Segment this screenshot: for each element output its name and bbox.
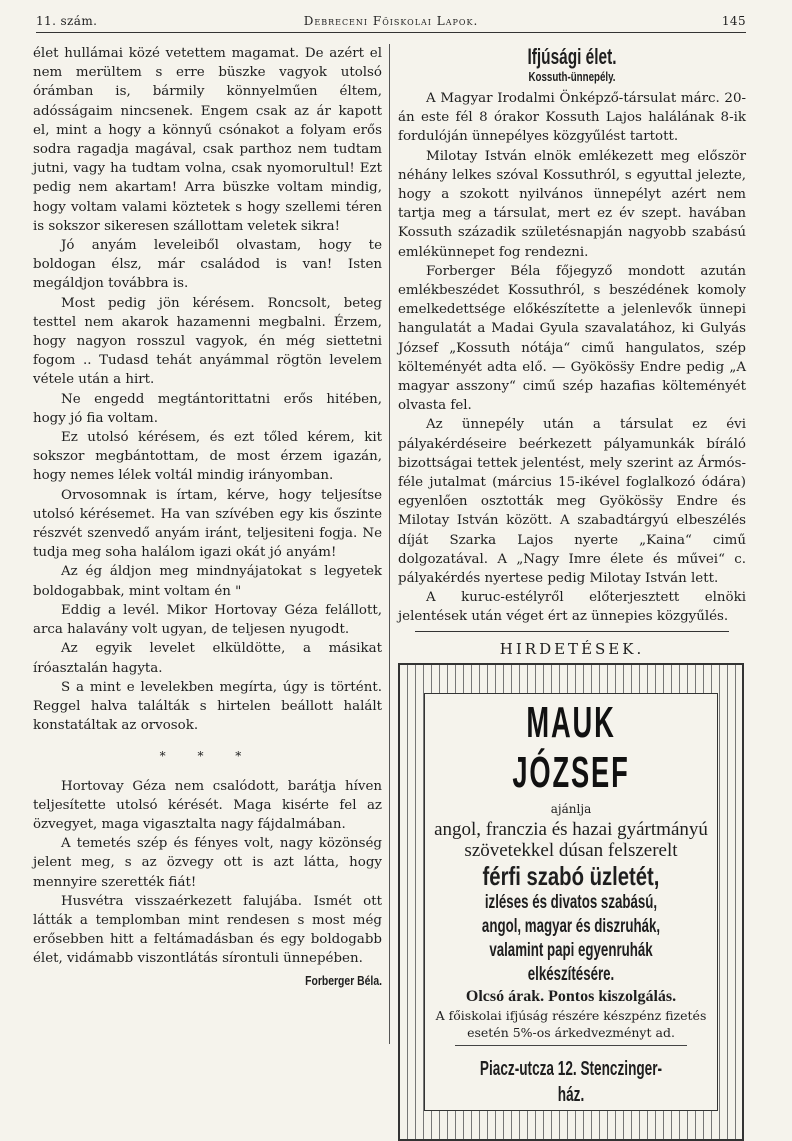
news-paragraph: Forberger Béla főjegyző mondott azután emlékbeszédet Kossuthról, s beszédének komoly emelkedettsége előkészítette a jelenlevők ünnepi hangulatát a Madai Gyula szavalatához, ki Gulyás József „Kossuth nótája“ cimű hangulatos, szép költeményét adta elő. — Gyököss̈y Endre pedig „A magyar asszony“ cimű szép hazafias költeményét olvasta fel. bbox=[398, 263, 746, 414]
news-paragraph: A kuruc-estélyről előterjesztett elnöki jelentések után véget ért az ünnepies közgyűlés. bbox=[398, 590, 746, 625]
column-divider bbox=[389, 44, 390, 1044]
story-paragraph: Jó anyám leveleiből olvastam, hogy te boldogan élsz, már családod is van! Isten megáldjon továbbra is. bbox=[33, 238, 382, 292]
story-paragraph: Ez utolsó kérésem, és ezt tőled kérem, kit sokszor megbántottam, de most érzem igazán, hogy nemes lélek voltál mindig irányomban. bbox=[33, 430, 382, 484]
news-paragraph: Milotay István elnök emlékezett meg először néhány lelkes szóval Kossuthról, s egyuttal jelezte, hogy a szokott nyilvános ünnepélyt azért nem tartja meg a társulat, mert ez év szept. havában Kossuth századik születésnapján nagyobb szabású emlékünnepet fog rendezni. bbox=[398, 148, 746, 260]
journal-title: Debreceni Főiskolai Lapok. bbox=[303, 14, 479, 28]
ad-services-line: izléses és divatos szabású, angol, magyar és diszruhák, valamint papi egyenruhák elkészítésére. bbox=[481, 892, 661, 986]
ad-address: Piacz-utcza 12. Stenczinger-ház. bbox=[479, 1058, 663, 1107]
ads-heading: HIRDETÉSEK. bbox=[499, 639, 645, 658]
story-paragraph: S a mint e levelekben megírta, úgy is történt. Reggel halva találták s hirtelen beállott halált konstatáltak az orvosok. bbox=[33, 679, 382, 734]
author-signature: Forberger Béla. bbox=[305, 972, 382, 988]
story-paragraph: Ne engedd megtántorittatni erős hitében, hogy jó fia voltam. bbox=[33, 391, 382, 426]
news-paragraph: A Magyar Irodalmi Önképző-társulat márc. 20-án este fél 8 órakor Kossuth Lajos halálának 8-ik fordulóján ünnepélyes közgyűlést tartott. bbox=[398, 91, 746, 145]
page-number: 145 bbox=[721, 14, 746, 28]
story-paragraph: Husvétra visszaérkezett falujába. Ismét ott látták a templomban mint rendesen s most még erősebben hitt a feltámadásban és egy boldogabb élet, vidámabb viszontlátás sírontuli ünnepében. bbox=[33, 893, 382, 967]
ad-fabric-line: angol, franczia és hazai gyártmányú szövetekkel dúsan felszerelt bbox=[434, 819, 708, 862]
issue-number: 11. szám. bbox=[36, 14, 98, 28]
advertiser-name: MAUK JÓZSEF bbox=[512, 697, 630, 797]
ad-rule bbox=[455, 1045, 687, 1046]
advertisement-body bbox=[424, 693, 718, 1111]
story-paragraph: élet hullámai közé vetettem magamat. De azért el nem merültem s erre büszke vagyok utolsó órámban is, bármily könnyelműen éltem, adósságaim nincsenek. Engem csak az ár kapott el, mint a hogy a könnyű csónakot a folyam erős sodra ragadja magával, csak parthoz nem tudtam jutni, vagy ha tudtam volna, csak nyomorultul! Ezt pedig nem akartam! Arra büszke voltam mindig, hogy voltam valami köztetek s hogy szellemi téren is sokszor sikeresen szállottam veletek sikra! bbox=[33, 46, 382, 234]
section-title: Ifjúsági élet. bbox=[527, 44, 617, 69]
page-header bbox=[36, 10, 746, 33]
left-column bbox=[33, 44, 382, 990]
story-paragraph: Eddig a levél. Mikor Hortovay Géza felállott, arca halavány volt ugyan, de teljesen nyugodt. bbox=[33, 602, 382, 638]
story-paragraph: Orvosomnak is írtam, kérve, hogy teljesítse utolsó kérésemet. Ha van szívében egy kis őszinte részvét szenvedő anyám iránt, teljesiteni fogja. Ne tudja meg soha halálom igazi okát jó anyám! bbox=[33, 487, 382, 561]
story-paragraph: Hortovay Géza nem csalódott, barátja híven teljesítette utolsó kérését. Maga kisérte fel az özvegyet, maga vigasztalta nagy fájdalmában. bbox=[33, 778, 382, 832]
news-paragraph: Az ünnepély után a társulat ez évi pályakérdéseire beérkezett pályamunkák bíráló bizottságai tettek jelentést, mely szerint az Ármós-féle jutalmat (március 15-ikével foglalkozó ódára) egyenlően osztották meg Gyököss̈y Endre és Milotay István között. A szabadtárgyú elbeszélés díját Szarka Lajos nyerte „Kaina“ cimű dolgozatával. A „Nagy Imre élete és művei“ c. pályakérdés nyertese pedig Milotay István lett. bbox=[398, 417, 746, 587]
ad-recommends: ajánlja bbox=[550, 801, 592, 816]
story-paragraph: Most pedig jön kérésem. Roncsolt, beteg testtel nem akarok hazamenni megbalni. Érzem, hogy nagyon rosszul vagyok, én még siettetni fogom .. Tudasd tehát anyámmal rögtön levelem vétele után a hirt. bbox=[33, 295, 382, 388]
ad-shop-line: férfi szabó üzletét, bbox=[482, 861, 660, 892]
right-column bbox=[398, 44, 746, 1141]
story-paragraph: Az ég áldjon meg mindnyájatokat s legyetek boldogabbak, mint voltam én " bbox=[33, 564, 382, 599]
ad-prices-line: Olcsó árak. Pontos kiszolgálás. bbox=[465, 988, 677, 1006]
section-subtitle: Kossuth-ünnepély. bbox=[528, 69, 616, 84]
section-stars: * * * bbox=[159, 749, 256, 764]
story-paragraph: Az egyik levelet elküldötte, a másikat íróasztalán hagyta. bbox=[33, 641, 382, 676]
section-rule bbox=[415, 631, 728, 632]
tailor-advertisement bbox=[398, 663, 744, 1141]
story-paragraph: A temetés szép és fényes volt, nagy közönség jelent meg, s az özvegy ott is azt látta, hogy mennyire szerették fiát! bbox=[33, 836, 382, 890]
ad-discount-line: A főiskolai ifjúság részére készpénz fizetés esetén 5%-os árkedvezményt ad. bbox=[435, 1008, 707, 1041]
